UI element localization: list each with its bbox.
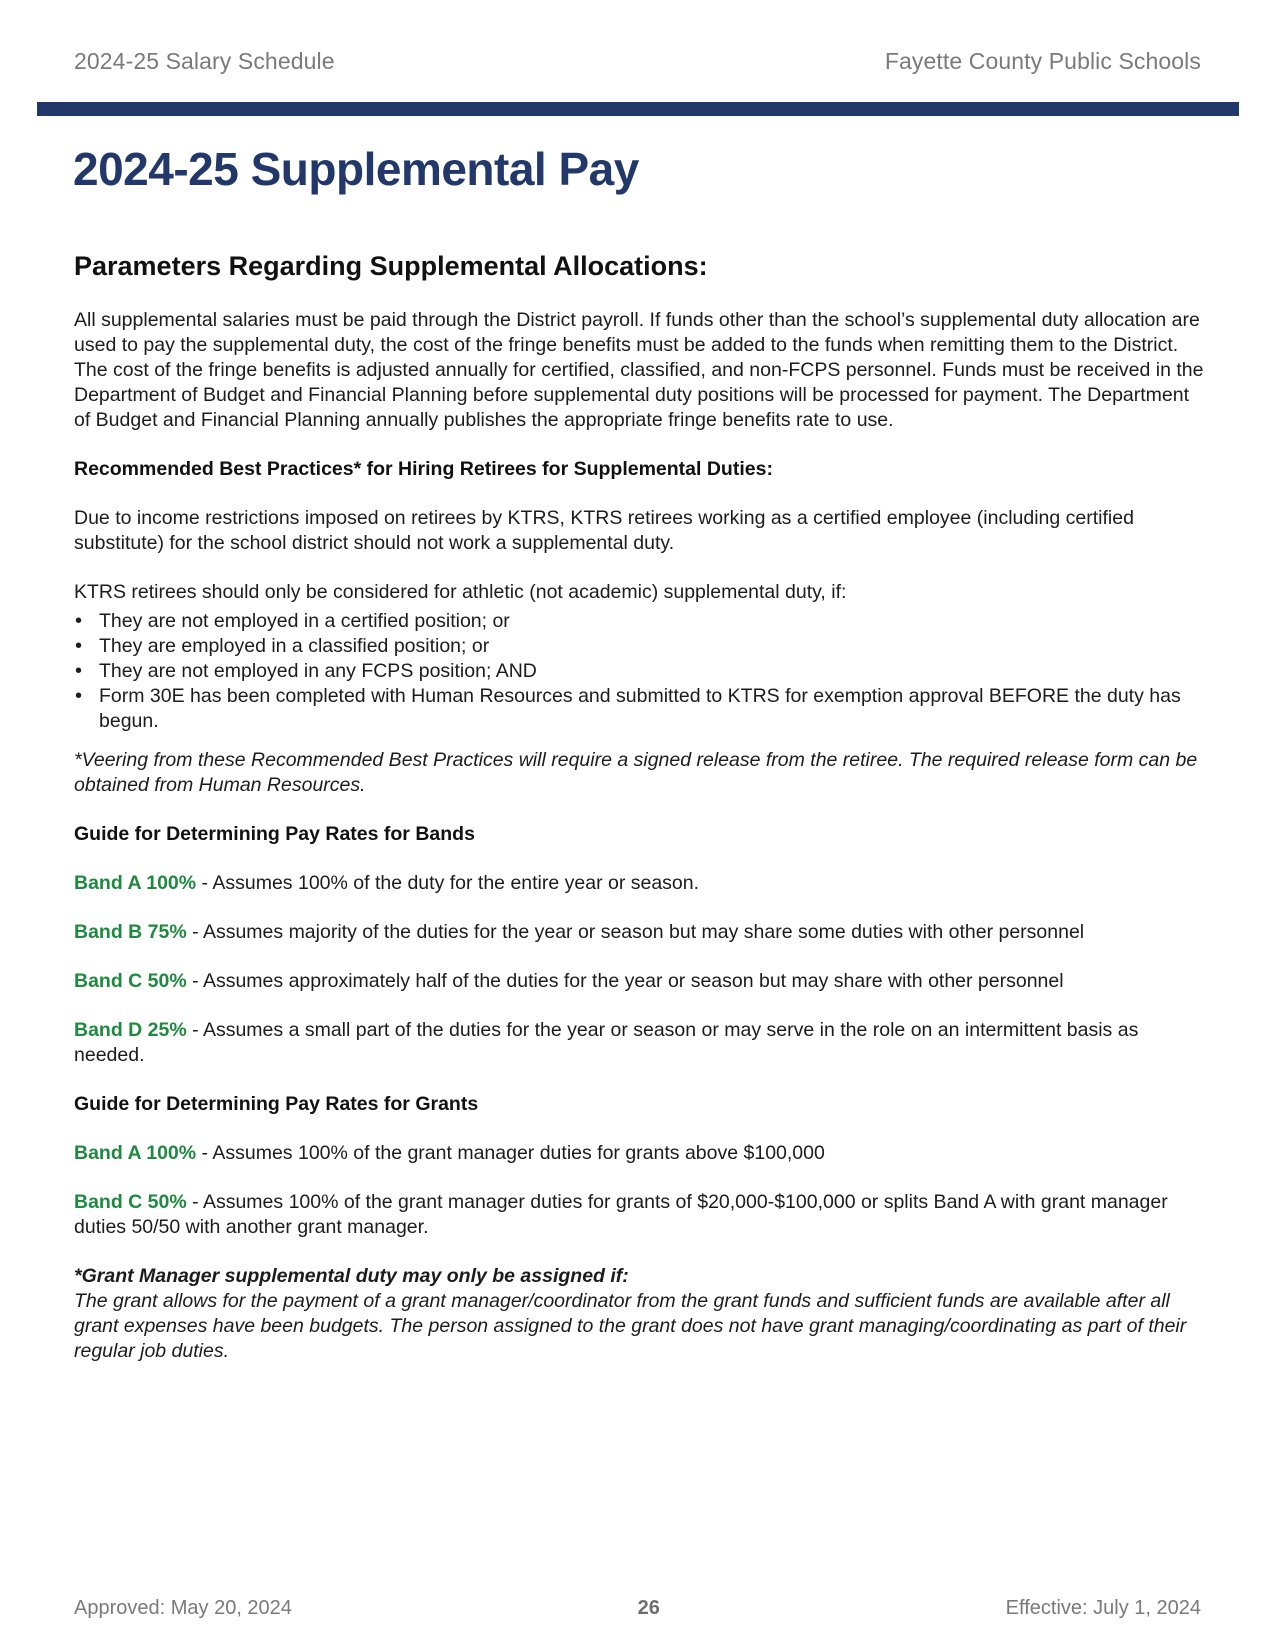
grant-band-item	[74, 1190, 1204, 1240]
running-header	[74, 48, 1201, 75]
header-organization: Fayette County Public Schools	[884, 48, 1201, 74]
band-label: Band D 25%	[74, 1019, 187, 1041]
band-label: Band A 100%	[74, 872, 197, 894]
band-label: Band C 50%	[74, 1191, 187, 1213]
retirees-paragraph-2: KTRS retirees should only be considered for athletic (not academic) supplemental duty, if:	[74, 581, 847, 603]
grant-manager-note-title: *Grant Manager supplemental duty may only be assigned if:	[74, 1265, 629, 1287]
band-description: - Assumes a small part of the duties for the year or season or may serve in the role on an intermittent basis as needed.	[74, 1019, 1139, 1066]
page-number: 26	[637, 1597, 660, 1619]
retiree-conditions-list	[74, 609, 1204, 734]
retirees-paragraph-1: Due to income restrictions imposed on retirees by KTRS, KTRS retirees working as a certified employee (including certified substitute) for the school district should not work a supplemental duty.	[74, 507, 1134, 554]
list-item: • They are not employed in a certified position; or	[99, 609, 1204, 634]
band-label: Band C 50%	[74, 970, 187, 992]
band-label: Band B 75%	[74, 921, 187, 943]
band-item	[74, 871, 1204, 896]
band-description: - Assumes 100% of the grant manager duties for grants above $100,000	[196, 1142, 825, 1164]
band-label: Band A 100%	[74, 1142, 197, 1164]
grant-band-item	[74, 1141, 1204, 1166]
list-item: • They are employed in a classified position; or	[99, 634, 1204, 659]
parameters-body: All supplemental salaries must be paid through the District payroll. If funds other than the school’s supplemental duty allocation are used to pay the supplemental duty, the cost of the fringe benefits must be added to the funds when remitting them to the District. The cost of the fringe benefits is adjusted annually for certified, classified, and non-FCPS personnel. Funds must be received in the Department of Budget and Financial Planning before supplemental duty positions will be processed for payment. The Department of Budget and Financial Planning annually publishes the appropriate fringe benefits rate to use.	[74, 309, 1204, 431]
header-document-title: 2024-25 Salary Schedule	[74, 48, 335, 74]
parameters-heading: Parameters Regarding Supplemental Allocations:	[74, 251, 708, 281]
running-footer	[74, 1597, 1201, 1620]
retirees-heading: Recommended Best Practices* for Hiring Retirees for Supplemental Duties:	[74, 458, 773, 480]
header-rule-bar	[37, 102, 1239, 116]
page-content	[74, 250, 1204, 1364]
band-item	[74, 969, 1204, 994]
list-item: • They are not employed in any FCPS position; AND	[99, 659, 1204, 684]
approved-date: Approved: May 20, 2024	[74, 1597, 292, 1619]
list-item: • Form 30E has been completed with Human Resources and submitted to KTRS for exemption approval BEFORE the duty has begun.	[99, 684, 1204, 734]
band-item	[74, 920, 1204, 945]
grants-heading: Guide for Determining Pay Rates for Grants	[74, 1093, 479, 1115]
band-description: - Assumes 100% of the grant manager duties for grants of $20,000-$100,000 or splits Band A with grant manager duties 50/50 with another grant manager.	[74, 1191, 1168, 1238]
page-title: 2024-25 Supplemental Pay	[73, 143, 639, 195]
band-description: - Assumes approximately half of the duties for the year or season but may share with other personnel	[186, 970, 1064, 992]
band-item	[74, 1018, 1204, 1068]
effective-date: Effective: July 1, 2024	[1005, 1597, 1201, 1619]
retirees-release-note: *Veering from these Recommended Best Practices will require a signed release from the retiree. The required release form can be obtained from Human Resources.	[74, 749, 1198, 796]
band-description: - Assumes 100% of the duty for the entire year or season.	[196, 872, 700, 894]
grant-manager-note-body: The grant allows for the payment of a grant manager/coordinator from the grant funds and sufficient funds are available after all grant expenses have been budgets. The person assigned to the grant does not have grant managing/coordinating as part of their regular job duties.	[74, 1290, 1187, 1362]
bands-heading: Guide for Determining Pay Rates for Bands	[74, 823, 475, 845]
band-description: - Assumes majority of the duties for the year or season but may share some duties with other personnel	[186, 921, 1085, 943]
